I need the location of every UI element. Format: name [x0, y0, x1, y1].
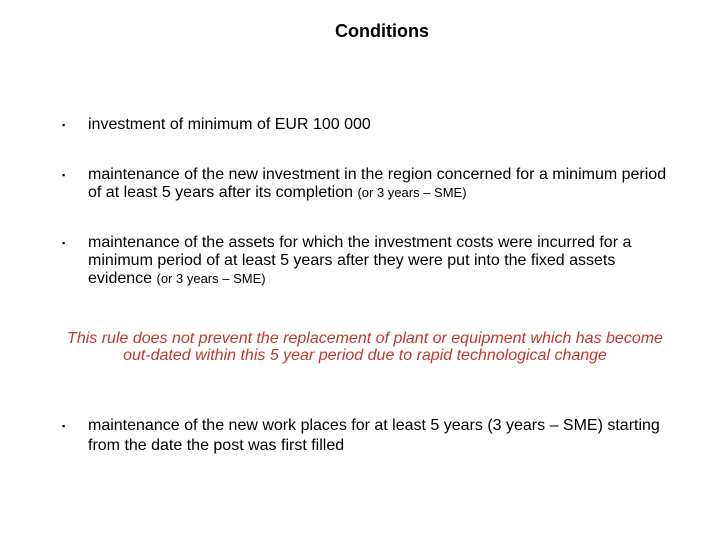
bullet-text	[88, 166, 682, 202]
bullet-square-icon: ▪	[62, 170, 66, 180]
bullet-square-icon: ▪	[62, 421, 66, 431]
bullet-item-4	[62, 416, 682, 456]
bullet-item-3	[62, 234, 682, 288]
bullet-item-2	[62, 166, 682, 202]
bullet-main-text: maintenance of the new investment in the region concerned for a minimum period of at least 5 years after its completion	[88, 166, 667, 201]
bullet-main-text: investment of minimum of EUR 100 000	[88, 116, 371, 133]
bullet-text	[88, 234, 682, 288]
bullet-square-icon: ▪	[62, 120, 66, 130]
slide-title: Conditions	[335, 21, 429, 41]
bullet-main-text: maintenance of the new work places for at least 5 years (3 years – SME) starting from the date the post was first filled	[88, 417, 660, 454]
rule-note: This rule does not prevent the replacement of plant or equipment which has become out-dated within this 5 year period due to rapid technological change	[67, 330, 663, 364]
bullet-square-icon: ▪	[62, 238, 66, 248]
bullet-text	[88, 416, 682, 456]
bullet-text	[88, 116, 682, 134]
bullet-suffix: (or 3 years – SME)	[357, 185, 467, 200]
bullet-item-1	[62, 116, 682, 134]
bullet-main-text: maintenance of the assets for which the investment costs were incurred for a minimum period of at least 5 years after they were put into the fixed assets evidence	[88, 234, 632, 287]
bullet-suffix: (or 3 years – SME)	[156, 271, 266, 286]
